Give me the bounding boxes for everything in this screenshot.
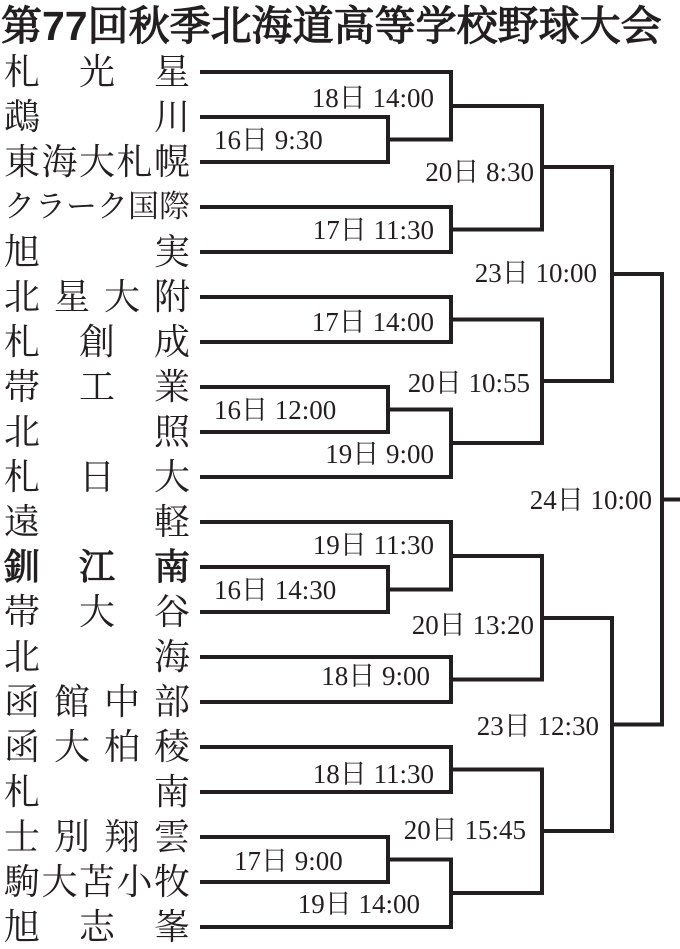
match-label: 19日 14:00 bbox=[297, 889, 420, 919]
match-label: 16日 14:30 bbox=[214, 575, 337, 605]
connector-quarterfinal2 bbox=[542, 320, 612, 444]
match-label: 20日 10:55 bbox=[407, 368, 530, 398]
match-label: 17日 9:00 bbox=[234, 846, 343, 876]
team-name: 札 創 成 bbox=[4, 321, 190, 362]
team-name: 帯 大 谷 bbox=[4, 591, 190, 632]
team-name: 札 南 bbox=[4, 771, 190, 812]
connector-quarterfinal3 bbox=[542, 556, 612, 680]
team-name: 札 光 星 bbox=[4, 51, 190, 92]
team-name: 駒 大 苫 小 牧 bbox=[4, 861, 190, 902]
match-label: 19日 11:30 bbox=[312, 530, 434, 560]
match-label: 20日 8:30 bbox=[425, 157, 534, 187]
team-name: 函 館 中 部 bbox=[4, 681, 190, 722]
team-name: 北 星 大 附 bbox=[4, 276, 190, 317]
team-name: 北 照 bbox=[4, 411, 190, 452]
match-label: 20日 15:45 bbox=[403, 815, 526, 845]
match-label: 16日 9:30 bbox=[214, 125, 323, 155]
team-name: 北 海 bbox=[4, 636, 190, 677]
match-label: 24日 10:00 bbox=[529, 485, 652, 515]
match-label: 20日 13:20 bbox=[411, 610, 534, 640]
team-name: 鵡 川 bbox=[4, 96, 190, 137]
match-label: 16日 12:00 bbox=[214, 395, 337, 425]
team-name: 旭 志 峯 bbox=[4, 906, 190, 947]
team-name: 士 別 翔 雲 bbox=[4, 816, 190, 857]
match-label: 19日 9:00 bbox=[325, 439, 434, 469]
match-label: 23日 10:00 bbox=[474, 258, 597, 288]
connector-quarterfinal4 bbox=[542, 770, 612, 894]
team-name: 札 日 大 bbox=[4, 456, 190, 497]
team-name: 帯 工 業 bbox=[4, 366, 190, 407]
match-label: 18日 14:00 bbox=[311, 83, 434, 113]
connector-semifinal1 bbox=[612, 167, 662, 381]
team-name: 函 大 柏 稜 bbox=[4, 726, 190, 767]
team-name: 東 海 大 札 幌 bbox=[4, 141, 190, 182]
connector-final bbox=[662, 274, 678, 725]
match-label: 17日 14:00 bbox=[311, 307, 434, 337]
match-label: 17日 11:30 bbox=[312, 215, 434, 245]
page-title: 第77回秋季北海道高等学校野球大会 bbox=[1, 3, 662, 49]
connector-quarterfinal1 bbox=[542, 106, 612, 230]
connector-semifinal2 bbox=[612, 618, 662, 831]
match-label: 18日 11:30 bbox=[312, 759, 434, 789]
team-name: 遠 軽 bbox=[4, 501, 190, 542]
team-name: ク ラ ー ク 国 際 bbox=[4, 189, 190, 224]
team-name: 旭 実 bbox=[4, 231, 190, 272]
match-label: 23日 12:30 bbox=[476, 711, 599, 741]
match-label: 18日 9:00 bbox=[321, 661, 430, 691]
team-name: 釧 江 南 bbox=[4, 546, 190, 587]
